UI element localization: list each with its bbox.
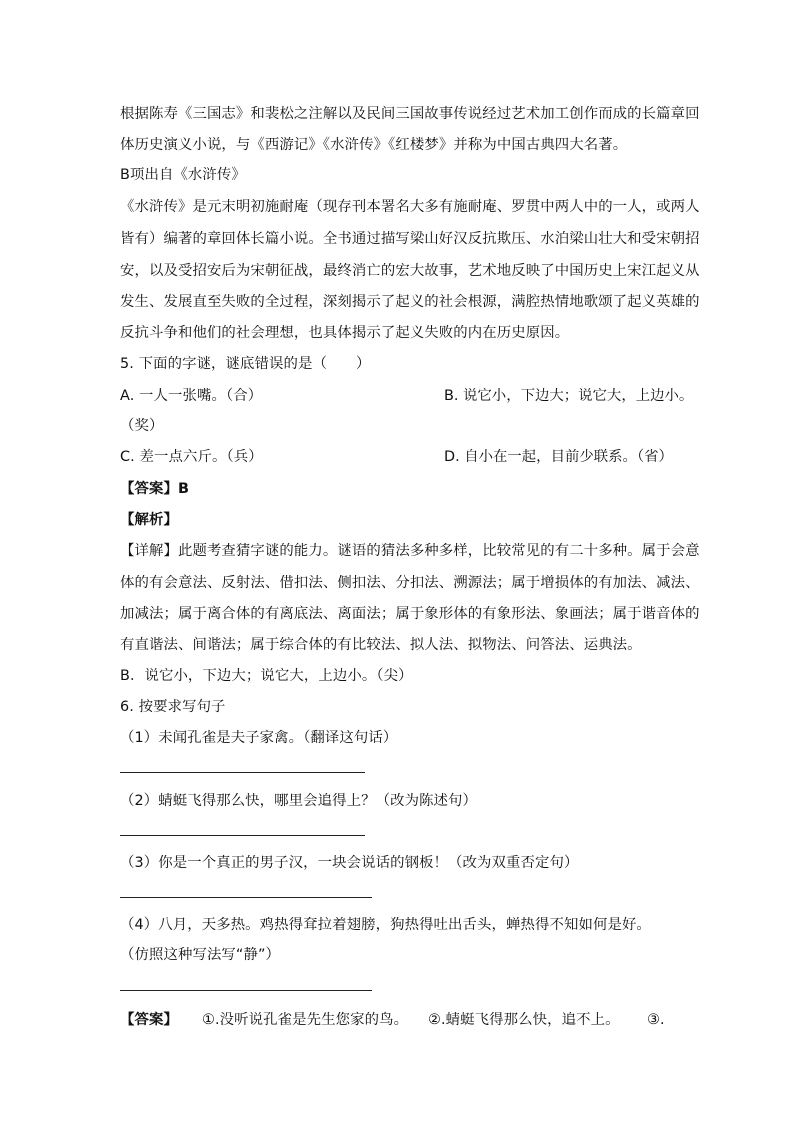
question-5-option-d: D. 自小在一起，目前少联系。（省） [444, 449, 673, 465]
answer-blank-4[interactable] [120, 990, 372, 991]
intro-line-5: 皆有）编著的章回体长篇小说。全书通过描写梁山好汉反抗欺压、水泊梁山壮大和受宋朝招 [120, 231, 700, 247]
question-6-item-1: （1）未闻孔雀是夫子家禽。（翻译这句话） [120, 730, 398, 746]
question-6-answer-1: ①.没听说孔雀是先生您家的鸟。 [202, 1012, 409, 1028]
intro-line-6: 安，以及受招安后为宋朝征战，最终消亡的宏大故事，艺术地反映了中国历史上宋江起义从 [120, 263, 700, 279]
answer-blank-2[interactable] [120, 835, 365, 836]
intro-line-2: 体历史演义小说，与《西游记》《水浒传》《红楼梦》并称为中国古典四大名著。 [120, 137, 628, 153]
intro-line-4: 《水浒传》是元末明初施耐庵（现存刊本署名大多有施耐庵、罗贯中两人中的一人，或两人 [120, 199, 700, 215]
question-5-option-b: B. 说它小，下边大；说它大，上边小。 [444, 388, 694, 404]
question-5-detail-4: 有直谐法、间谐法；属于综合体的有比较法、拟人法、拟物法、问答法、运典法。 [120, 637, 642, 653]
question-5-detail-2: 体的有会意法、反射法、借扣法、侧扣法、分扣法、溯源法；属于增损体的有加法、减法、 [120, 575, 700, 591]
question-5-answer: 【答案】B [120, 481, 190, 497]
question-5-option-a: A. 一人一张嘴。（合） [120, 388, 263, 404]
question-6-item-3: （3）你是一个真正的男子汉，一块会说话的钢板！（改为双重否定句） [120, 855, 579, 871]
question-5-detail-1: 【详解】此题考查猜字谜的能力。谜语的猜法多种多样，比较常见的有二十多种。属于会意 [120, 543, 700, 559]
intro-line-8: 反抗斗争和他们的社会理想，也具体揭示了起义失败的内在历史原因。 [120, 325, 570, 341]
question-5-stem: 5. 下面的字谜，谜底错误的是（ ） [120, 356, 371, 372]
question-5-analysis-label: 【解析】 [120, 512, 178, 528]
question-6-item-4: （4）八月，天多热。鸡热得耷拉着翅膀，狗热得吐出舌头，蝉热得不知如何是好。 [120, 917, 651, 933]
question-6-answer-label: 【答案】 [120, 1012, 178, 1028]
question-6-item-4-note: （仿照这种写法写“静”） [120, 947, 281, 963]
answer-blank-1[interactable] [120, 772, 365, 773]
question-6-answer-2: ②.蜻蜓飞得那么快，追不上。 [428, 1012, 620, 1028]
question-5-detail-3: 加减法；属于离合体的有离底法、离面法；属于象形体的有象形法、象画法；属于谐音体的 [120, 606, 700, 622]
question-6-answer-3: ③. [647, 1012, 665, 1028]
intro-line-1: 根据陈寿《三国志》和裴松之注解以及民间三国故事传说经过艺术加工创作而成的长篇章回 [120, 106, 700, 122]
question-6-stem: 6. 按要求写句子 [120, 699, 226, 715]
intro-line-7: 发生、发展直至失败的全过程，深刻揭示了起义的社会根源，满腔热情地歌颂了起义英雄的 [120, 294, 700, 310]
question-5-correction: B．说它小，下边大；说它大，上边小。（尖） [120, 668, 413, 684]
intro-line-3: B项出自《水浒传》 [120, 167, 246, 183]
question-5-option-c: C. 差一点六斤。（兵） [120, 449, 263, 465]
question-6-answer-row [120, 1010, 665, 1030]
answer-blank-3[interactable] [120, 897, 372, 898]
question-5-option-b-continued: （奖） [120, 418, 164, 434]
question-6-item-2: （2）蜻蜓飞得那么快，哪里会追得上？（改为陈述句） [120, 793, 478, 809]
